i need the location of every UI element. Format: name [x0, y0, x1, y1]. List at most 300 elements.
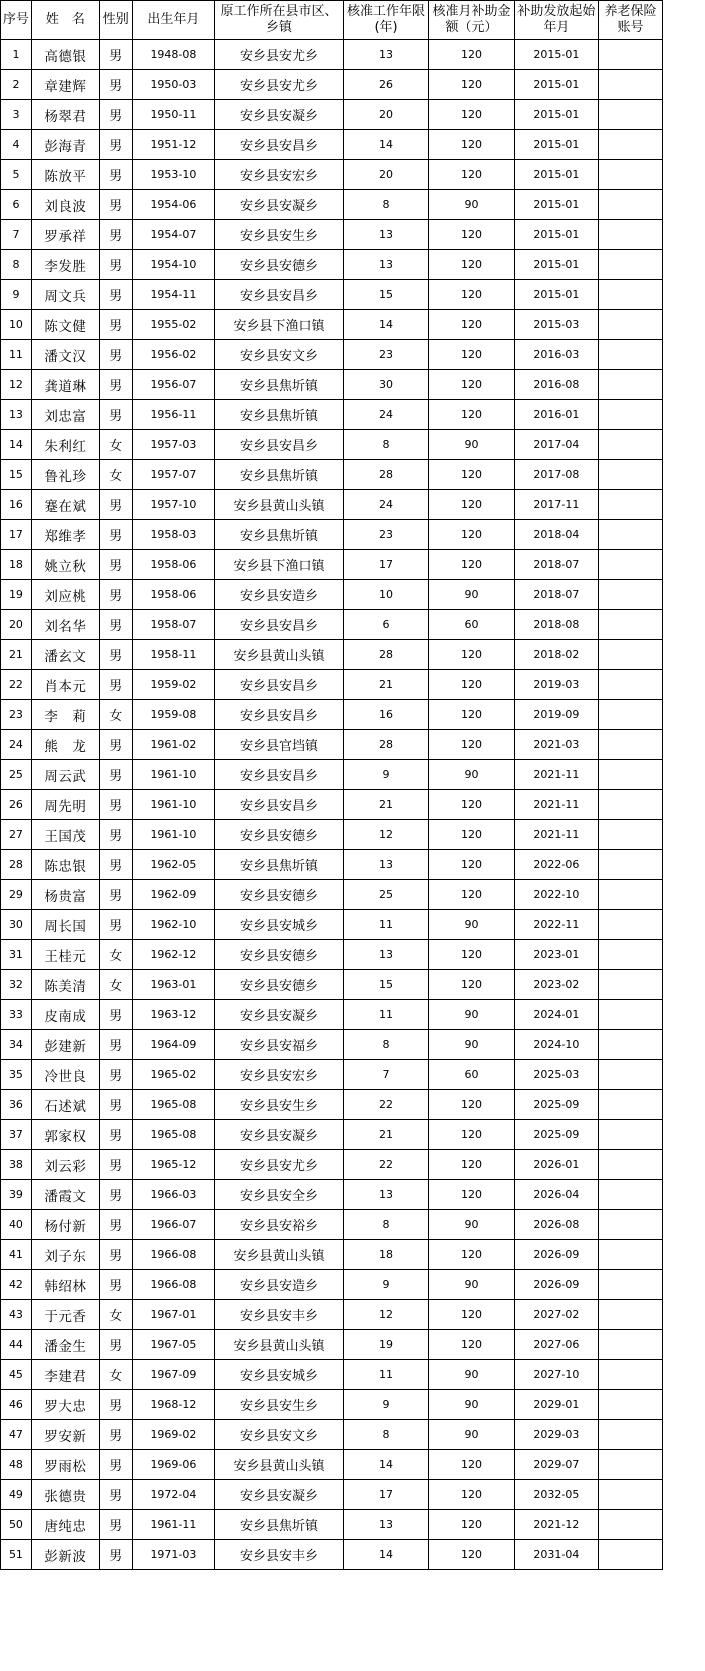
- table-row: [1, 1030, 663, 1060]
- gender-cell: 男: [99, 1270, 132, 1300]
- work-years-cell: 13: [343, 1510, 428, 1540]
- work-location-cell: 安乡县安德乡: [215, 250, 344, 280]
- table-row: [1, 910, 663, 940]
- birth-month-cell: 1954-10: [132, 250, 214, 280]
- work-location-cell: 安乡县下渔口镇: [215, 310, 344, 340]
- work-location-cell: 安乡县安昌乡: [215, 430, 344, 460]
- table-row: [1, 130, 663, 160]
- start-month-cell: 2023-01: [514, 940, 598, 970]
- gender-cell: 男: [99, 280, 132, 310]
- pension-account-cell: [599, 490, 663, 520]
- birth-month-cell: 1962-05: [132, 850, 214, 880]
- start-month-cell: 2015-01: [514, 130, 598, 160]
- name-cell: 罗雨松: [31, 1450, 99, 1480]
- name-cell: 冷世良: [31, 1060, 99, 1090]
- birth-month-cell: 1954-07: [132, 220, 214, 250]
- birth-month-cell: 1950-03: [132, 70, 214, 100]
- gender-cell: 男: [99, 1420, 132, 1450]
- row-number-cell: 29: [1, 880, 32, 910]
- table-row: [1, 1420, 663, 1450]
- work-years-cell: 13: [343, 940, 428, 970]
- name-cell: 陈美清: [31, 970, 99, 1000]
- table-row: [1, 1480, 663, 1510]
- row-number-cell: 44: [1, 1330, 32, 1360]
- birth-month-cell: 1958-06: [132, 580, 214, 610]
- work-location-cell: 安乡县安昌乡: [215, 280, 344, 310]
- header-cell: 补助发放起始年月: [514, 1, 598, 40]
- gender-cell: 男: [99, 730, 132, 760]
- pension-account-cell: [599, 610, 663, 640]
- row-number-cell: 41: [1, 1240, 32, 1270]
- pension-account-cell: [599, 700, 663, 730]
- work-location-cell: 安乡县安宏乡: [215, 160, 344, 190]
- birth-month-cell: 1957-03: [132, 430, 214, 460]
- monthly-subsidy-cell: 120: [429, 730, 514, 760]
- gender-cell: 女: [99, 1300, 132, 1330]
- work-years-cell: 13: [343, 220, 428, 250]
- birth-month-cell: 1950-11: [132, 100, 214, 130]
- name-cell: 蹇在斌: [31, 490, 99, 520]
- work-location-cell: 安乡县安德乡: [215, 940, 344, 970]
- work-location-cell: 安乡县黄山头镇: [215, 1450, 344, 1480]
- work-years-cell: 8: [343, 1420, 428, 1450]
- gender-cell: 男: [99, 250, 132, 280]
- row-number-cell: 1: [1, 40, 32, 70]
- start-month-cell: 2022-06: [514, 850, 598, 880]
- work-years-cell: 15: [343, 280, 428, 310]
- start-month-cell: 2026-08: [514, 1210, 598, 1240]
- start-month-cell: 2017-11: [514, 490, 598, 520]
- row-number-cell: 18: [1, 550, 32, 580]
- header-cell: 核准月补助金额（元）: [429, 1, 514, 40]
- pension-account-cell: [599, 1390, 663, 1420]
- start-month-cell: 2016-08: [514, 370, 598, 400]
- row-number-cell: 48: [1, 1450, 32, 1480]
- work-years-cell: 18: [343, 1240, 428, 1270]
- name-cell: 杨翠君: [31, 100, 99, 130]
- name-cell: 龚道琳: [31, 370, 99, 400]
- birth-month-cell: 1967-05: [132, 1330, 214, 1360]
- gender-cell: 男: [99, 1240, 132, 1270]
- name-cell: 潘霞文: [31, 1180, 99, 1210]
- name-cell: 刘名华: [31, 610, 99, 640]
- gender-cell: 女: [99, 970, 132, 1000]
- table-row: [1, 1000, 663, 1030]
- name-cell: 刘子东: [31, 1240, 99, 1270]
- pension-account-cell: [599, 850, 663, 880]
- birth-month-cell: 1967-09: [132, 1360, 214, 1390]
- name-cell: 杨贵富: [31, 880, 99, 910]
- row-number-cell: 19: [1, 580, 32, 610]
- name-cell: 唐纯忠: [31, 1510, 99, 1540]
- birth-month-cell: 1969-02: [132, 1420, 214, 1450]
- birth-month-cell: 1956-07: [132, 370, 214, 400]
- gender-cell: 男: [99, 1540, 132, 1570]
- work-years-cell: 19: [343, 1330, 428, 1360]
- header-cell: 性别: [99, 1, 132, 40]
- pension-account-cell: [599, 280, 663, 310]
- birth-month-cell: 1971-03: [132, 1540, 214, 1570]
- name-cell: 陈放平: [31, 160, 99, 190]
- monthly-subsidy-cell: 90: [429, 1210, 514, 1240]
- row-number-cell: 8: [1, 250, 32, 280]
- gender-cell: 男: [99, 1390, 132, 1420]
- monthly-subsidy-cell: 90: [429, 190, 514, 220]
- name-cell: 郭家权: [31, 1120, 99, 1150]
- table-row: [1, 880, 663, 910]
- start-month-cell: 2027-02: [514, 1300, 598, 1330]
- start-month-cell: 2018-07: [514, 550, 598, 580]
- row-number-cell: 3: [1, 100, 32, 130]
- table-row: [1, 670, 663, 700]
- pension-account-cell: [599, 310, 663, 340]
- work-years-cell: 28: [343, 730, 428, 760]
- table-row: [1, 340, 663, 370]
- start-month-cell: 2027-10: [514, 1360, 598, 1390]
- pension-account-cell: [599, 1180, 663, 1210]
- work-location-cell: 安乡县安文乡: [215, 340, 344, 370]
- work-years-cell: 8: [343, 1030, 428, 1060]
- name-cell: 潘金生: [31, 1330, 99, 1360]
- work-location-cell: 安乡县安德乡: [215, 820, 344, 850]
- pension-account-cell: [599, 1240, 663, 1270]
- monthly-subsidy-cell: 120: [429, 1300, 514, 1330]
- monthly-subsidy-cell: 120: [429, 1090, 514, 1120]
- monthly-subsidy-cell: 120: [429, 160, 514, 190]
- gender-cell: 女: [99, 1360, 132, 1390]
- table-row: [1, 790, 663, 820]
- birth-month-cell: 1963-01: [132, 970, 214, 1000]
- table-row: [1, 1180, 663, 1210]
- row-number-cell: 5: [1, 160, 32, 190]
- name-cell: 周先明: [31, 790, 99, 820]
- monthly-subsidy-cell: 120: [429, 250, 514, 280]
- monthly-subsidy-cell: 90: [429, 1420, 514, 1450]
- monthly-subsidy-cell: 120: [429, 310, 514, 340]
- work-years-cell: 8: [343, 190, 428, 220]
- row-number-cell: 10: [1, 310, 32, 340]
- birth-month-cell: 1962-12: [132, 940, 214, 970]
- start-month-cell: 2026-01: [514, 1150, 598, 1180]
- gender-cell: 男: [99, 1510, 132, 1540]
- pension-account-cell: [599, 880, 663, 910]
- gender-cell: 男: [99, 400, 132, 430]
- monthly-subsidy-cell: 120: [429, 820, 514, 850]
- monthly-subsidy-cell: 120: [429, 670, 514, 700]
- row-number-cell: 39: [1, 1180, 32, 1210]
- name-cell: 郑维孝: [31, 520, 99, 550]
- start-month-cell: 2025-09: [514, 1090, 598, 1120]
- row-number-cell: 42: [1, 1270, 32, 1300]
- birth-month-cell: 1965-08: [132, 1090, 214, 1120]
- table-row: [1, 250, 663, 280]
- row-number-cell: 16: [1, 490, 32, 520]
- table-row: [1, 430, 663, 460]
- start-month-cell: 2018-04: [514, 520, 598, 550]
- name-cell: 周长国: [31, 910, 99, 940]
- monthly-subsidy-cell: 120: [429, 1510, 514, 1540]
- work-years-cell: 11: [343, 1360, 428, 1390]
- work-years-cell: 9: [343, 760, 428, 790]
- work-location-cell: 安乡县安凝乡: [215, 100, 344, 130]
- start-month-cell: 2015-01: [514, 220, 598, 250]
- work-years-cell: 21: [343, 670, 428, 700]
- row-number-cell: 40: [1, 1210, 32, 1240]
- monthly-subsidy-cell: 90: [429, 1360, 514, 1390]
- birth-month-cell: 1963-12: [132, 1000, 214, 1030]
- table-row: [1, 40, 663, 70]
- pension-account-cell: [599, 580, 663, 610]
- table-row: [1, 1360, 663, 1390]
- pension-account-cell: [599, 1450, 663, 1480]
- work-location-cell: 安乡县黄山头镇: [215, 490, 344, 520]
- row-number-cell: 6: [1, 190, 32, 220]
- monthly-subsidy-cell: 90: [429, 1270, 514, 1300]
- pension-account-cell: [599, 400, 663, 430]
- gender-cell: 男: [99, 190, 132, 220]
- gender-cell: 女: [99, 700, 132, 730]
- birth-month-cell: 1954-06: [132, 190, 214, 220]
- monthly-subsidy-cell: 120: [429, 1450, 514, 1480]
- work-location-cell: 安乡县安尤乡: [215, 70, 344, 100]
- name-cell: 陈忠银: [31, 850, 99, 880]
- birth-month-cell: 1961-10: [132, 760, 214, 790]
- birth-month-cell: 1959-08: [132, 700, 214, 730]
- work-location-cell: 安乡县安凝乡: [215, 1120, 344, 1150]
- work-location-cell: 安乡县安全乡: [215, 1180, 344, 1210]
- gender-cell: 男: [99, 1480, 132, 1510]
- row-number-cell: 13: [1, 400, 32, 430]
- birth-month-cell: 1961-02: [132, 730, 214, 760]
- table-row: [1, 220, 663, 250]
- start-month-cell: 2031-04: [514, 1540, 598, 1570]
- pension-account-cell: [599, 1360, 663, 1390]
- pension-account-cell: [599, 670, 663, 700]
- row-number-cell: 38: [1, 1150, 32, 1180]
- work-years-cell: 7: [343, 1060, 428, 1090]
- work-location-cell: 安乡县焦圻镇: [215, 850, 344, 880]
- table-row: [1, 850, 663, 880]
- work-years-cell: 13: [343, 250, 428, 280]
- start-month-cell: 2021-11: [514, 760, 598, 790]
- gender-cell: 男: [99, 1060, 132, 1090]
- row-number-cell: 22: [1, 670, 32, 700]
- start-month-cell: 2025-03: [514, 1060, 598, 1090]
- start-month-cell: 2021-12: [514, 1510, 598, 1540]
- row-number-cell: 46: [1, 1390, 32, 1420]
- work-years-cell: 11: [343, 1000, 428, 1030]
- work-location-cell: 安乡县安尤乡: [215, 40, 344, 70]
- pension-account-cell: [599, 730, 663, 760]
- name-cell: 朱利红: [31, 430, 99, 460]
- work-location-cell: 安乡县安凝乡: [215, 190, 344, 220]
- start-month-cell: 2018-08: [514, 610, 598, 640]
- gender-cell: 男: [99, 130, 132, 160]
- monthly-subsidy-cell: 60: [429, 1060, 514, 1090]
- row-number-cell: 45: [1, 1360, 32, 1390]
- gender-cell: 男: [99, 910, 132, 940]
- pension-account-cell: [599, 340, 663, 370]
- work-years-cell: 13: [343, 1180, 428, 1210]
- work-location-cell: 安乡县安昌乡: [215, 790, 344, 820]
- monthly-subsidy-cell: 120: [429, 850, 514, 880]
- start-month-cell: 2024-01: [514, 1000, 598, 1030]
- birth-month-cell: 1966-07: [132, 1210, 214, 1240]
- pension-account-cell: [599, 1000, 663, 1030]
- pension-account-cell: [599, 370, 663, 400]
- gender-cell: 男: [99, 1030, 132, 1060]
- work-location-cell: 安乡县黄山头镇: [215, 1240, 344, 1270]
- gender-cell: 男: [99, 310, 132, 340]
- name-cell: 罗大忠: [31, 1390, 99, 1420]
- monthly-subsidy-cell: 90: [429, 430, 514, 460]
- name-cell: 熊 龙: [31, 730, 99, 760]
- row-number-cell: 23: [1, 700, 32, 730]
- name-cell: 王国茂: [31, 820, 99, 850]
- table-row: [1, 1300, 663, 1330]
- name-cell: 李发胜: [31, 250, 99, 280]
- pension-account-cell: [599, 640, 663, 670]
- work-years-cell: 30: [343, 370, 428, 400]
- pension-account-cell: [599, 1330, 663, 1360]
- pension-account-cell: [599, 1420, 663, 1450]
- work-location-cell: 安乡县安宏乡: [215, 1060, 344, 1090]
- monthly-subsidy-cell: 120: [429, 640, 514, 670]
- work-location-cell: 安乡县焦圻镇: [215, 520, 344, 550]
- work-location-cell: 安乡县安丰乡: [215, 1540, 344, 1570]
- gender-cell: 男: [99, 640, 132, 670]
- work-years-cell: 11: [343, 910, 428, 940]
- table-row: [1, 100, 663, 130]
- row-number-cell: 9: [1, 280, 32, 310]
- work-location-cell: 安乡县安生乡: [215, 220, 344, 250]
- table-row: [1, 1450, 663, 1480]
- gender-cell: 男: [99, 820, 132, 850]
- pension-account-cell: [599, 1300, 663, 1330]
- work-location-cell: 安乡县焦圻镇: [215, 400, 344, 430]
- work-years-cell: 22: [343, 1150, 428, 1180]
- work-years-cell: 9: [343, 1270, 428, 1300]
- work-location-cell: 安乡县安凝乡: [215, 1000, 344, 1030]
- monthly-subsidy-cell: 90: [429, 910, 514, 940]
- start-month-cell: 2026-09: [514, 1240, 598, 1270]
- start-month-cell: 2021-11: [514, 790, 598, 820]
- work-location-cell: 安乡县安昌乡: [215, 670, 344, 700]
- work-years-cell: 16: [343, 700, 428, 730]
- table-row: [1, 550, 663, 580]
- header-row: [1, 1, 663, 40]
- name-cell: 肖本元: [31, 670, 99, 700]
- gender-cell: 男: [99, 1210, 132, 1240]
- start-month-cell: 2015-01: [514, 100, 598, 130]
- header-cell: 养老保险账号: [599, 1, 663, 40]
- pension-account-cell: [599, 430, 663, 460]
- work-location-cell: 安乡县安尤乡: [215, 1150, 344, 1180]
- gender-cell: 男: [99, 1000, 132, 1030]
- birth-month-cell: 1966-08: [132, 1270, 214, 1300]
- pension-account-cell: [599, 790, 663, 820]
- row-number-cell: 34: [1, 1030, 32, 1060]
- header-cell: 出生年月: [132, 1, 214, 40]
- work-years-cell: 26: [343, 70, 428, 100]
- birth-month-cell: 1961-11: [132, 1510, 214, 1540]
- name-cell: 彭建新: [31, 1030, 99, 1060]
- work-location-cell: 安乡县安生乡: [215, 1390, 344, 1420]
- work-years-cell: 14: [343, 310, 428, 340]
- start-month-cell: 2016-03: [514, 340, 598, 370]
- row-number-cell: 47: [1, 1420, 32, 1450]
- birth-month-cell: 1951-12: [132, 130, 214, 160]
- birth-month-cell: 1961-10: [132, 790, 214, 820]
- start-month-cell: 2018-02: [514, 640, 598, 670]
- header-cell: 姓 名: [31, 1, 99, 40]
- row-number-cell: 4: [1, 130, 32, 160]
- gender-cell: 男: [99, 1150, 132, 1180]
- row-number-cell: 35: [1, 1060, 32, 1090]
- work-location-cell: 安乡县安昌乡: [215, 760, 344, 790]
- birth-month-cell: 1966-03: [132, 1180, 214, 1210]
- work-location-cell: 安乡县安德乡: [215, 880, 344, 910]
- monthly-subsidy-cell: 120: [429, 460, 514, 490]
- row-number-cell: 15: [1, 460, 32, 490]
- pension-account-cell: [599, 1540, 663, 1570]
- table-row: [1, 730, 663, 760]
- start-month-cell: 2029-01: [514, 1390, 598, 1420]
- work-location-cell: 安乡县焦圻镇: [215, 1510, 344, 1540]
- gender-cell: 男: [99, 520, 132, 550]
- monthly-subsidy-cell: 120: [429, 1180, 514, 1210]
- pension-account-cell: [599, 970, 663, 1000]
- header-cell: 序号: [1, 1, 32, 40]
- row-number-cell: 2: [1, 70, 32, 100]
- work-years-cell: 8: [343, 430, 428, 460]
- birth-month-cell: 1961-10: [132, 820, 214, 850]
- name-cell: 李建君: [31, 1360, 99, 1390]
- gender-cell: 男: [99, 790, 132, 820]
- start-month-cell: 2017-04: [514, 430, 598, 460]
- start-month-cell: 2015-01: [514, 40, 598, 70]
- start-month-cell: 2027-06: [514, 1330, 598, 1360]
- row-number-cell: 32: [1, 970, 32, 1000]
- monthly-subsidy-cell: 120: [429, 370, 514, 400]
- work-location-cell: 安乡县安昌乡: [215, 610, 344, 640]
- table-row: [1, 1120, 663, 1150]
- pension-account-cell: [599, 1060, 663, 1090]
- name-cell: 潘文汉: [31, 340, 99, 370]
- start-month-cell: 2017-08: [514, 460, 598, 490]
- monthly-subsidy-cell: 120: [429, 1240, 514, 1270]
- name-cell: 周文兵: [31, 280, 99, 310]
- table-row: [1, 580, 663, 610]
- birth-month-cell: 1957-10: [132, 490, 214, 520]
- monthly-subsidy-cell: 120: [429, 550, 514, 580]
- pension-account-cell: [599, 940, 663, 970]
- work-location-cell: 安乡县安昌乡: [215, 130, 344, 160]
- work-years-cell: 12: [343, 1300, 428, 1330]
- table-row: [1, 760, 663, 790]
- pension-account-cell: [599, 1480, 663, 1510]
- work-location-cell: 安乡县安德乡: [215, 970, 344, 1000]
- header-cell: 原工作所在县市区、乡镇: [215, 1, 344, 40]
- gender-cell: 男: [99, 370, 132, 400]
- pension-account-cell: [599, 130, 663, 160]
- name-cell: 章建辉: [31, 70, 99, 100]
- work-years-cell: 14: [343, 130, 428, 160]
- birth-month-cell: 1957-07: [132, 460, 214, 490]
- table-row: [1, 1060, 663, 1090]
- start-month-cell: 2015-01: [514, 70, 598, 100]
- gender-cell: 男: [99, 70, 132, 100]
